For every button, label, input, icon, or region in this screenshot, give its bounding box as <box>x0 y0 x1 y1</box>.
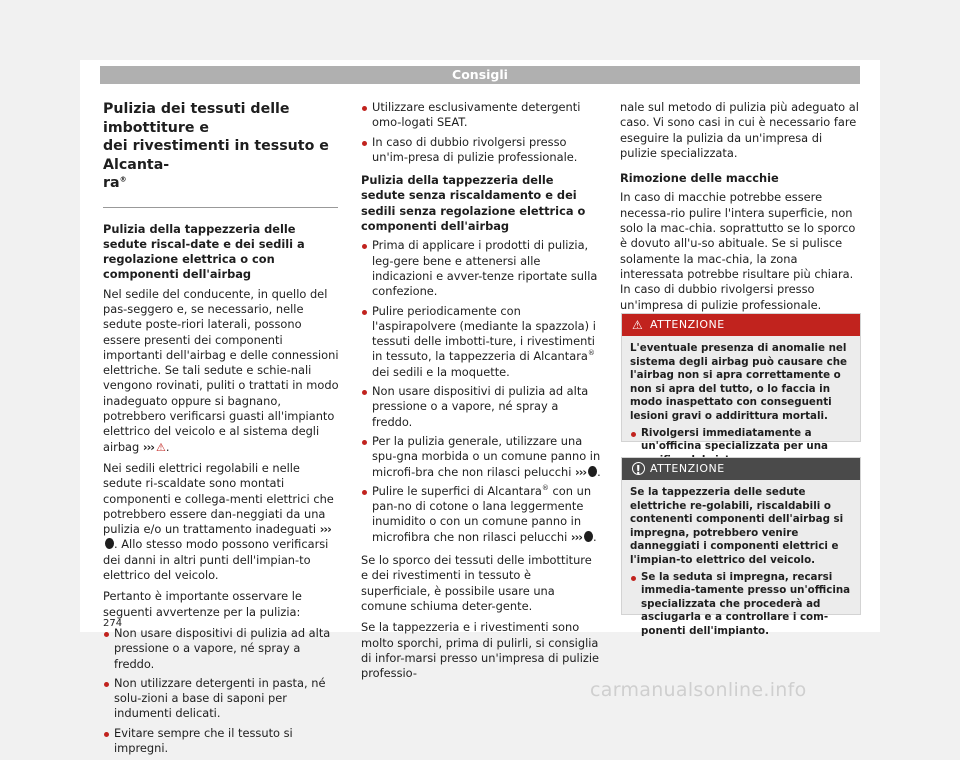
section-title-line: dei rivestimenti in tessuto e Alcanta- <box>103 138 329 173</box>
page-number: 274 <box>103 618 123 629</box>
warning-title: ATTENZIONE <box>650 318 725 331</box>
column-3 <box>620 100 860 319</box>
list-item: Rivolgersi immediatamente a un'officina specializzata per una <box>630 427 852 468</box>
warning-text: L'eventuale presenza di anomalie nel sistema degli airbag può causare che l'airbag non si apra correttamente o non si apra del tutto, o lo faccia in modo inaspettato con conseguenti lesioni gravi o addirittura mortali. <box>630 342 848 422</box>
cross-reference-arrows[interactable]: ››› <box>570 529 582 544</box>
paragraph: Nei sedili elettrici regolabili e nelle sedute ri-scaldate sono montati componenti e collega-menti elettrici che potrebbero essere dan-neggiati da una pulizia e/o un trattamento inadeguati ›››. Allo stesso modo possono verificarsi dei danni in altri punti dell'impian-to elettrico del veicolo. <box>103 460 334 583</box>
registered-mark: ® <box>587 349 595 358</box>
caution-text: Se la tappezzeria delle sedute elettriche re-golabili, riscaldabili o contenenti componenti dell'airbag si impregna, potrebbero venire danneggiati i componenti elettrici e l'impian-to elettrico del veicolo. <box>630 486 844 566</box>
section-title-line: Pulizia dei tessuti delle imbottiture e <box>103 101 290 136</box>
paragraph: nale sul metodo di pulizia più adeguato al caso. Vi sono casi in cui è necessario fare eseguire la pulizia da un'impresa di pulizie specializzata. <box>620 100 859 160</box>
list-item: Utilizzare esclusivamente detergenti omo-logati SEAT. <box>361 100 601 131</box>
paragraph: Se lo sporco dei tessuti delle imbottiture e dei rivestimenti in tessuto è superficiale, è possibile usare una comune schiuma deter-gente. <box>361 553 592 613</box>
paragraph: In caso di macchie potrebbe essere necessa-rio pulire l'intera superficie, non solo la mac-chia. soprattutto se lo sporco è dovuto all'u-so abituale. Se si pulisce solamente la mac-chia, la zona interessata potrebbe risultare più chiara. In caso di dubbio rivolgersi presso un'impresa di pulizie professionale. <box>620 190 856 312</box>
info-dot-icon <box>588 466 597 477</box>
list-item: Per la pulizia generale, utilizzare una spu-gna morbida o un comune panno in microfi-bra che non rilasci pelucchi ››› . <box>361 434 601 480</box>
warning-box-header <box>622 314 860 336</box>
info-circle-icon: ! <box>632 462 645 475</box>
caution-title: ATTENZIONE <box>650 462 725 475</box>
caution-body <box>622 480 860 639</box>
list-item: Non usare dispositivi di pulizia ad alta pressione o a vapore, né spray a freddo. <box>103 626 339 672</box>
paragraph: Pertanto è importante osservare le seguenti avvertenze per la pulizia: <box>103 589 302 619</box>
column-1 <box>103 100 339 760</box>
column-2 <box>361 100 601 687</box>
caution-box-header <box>622 458 860 480</box>
section-divider <box>103 207 338 208</box>
warning-triangle-icon: ⚠ <box>156 440 166 454</box>
warning-box <box>621 313 861 453</box>
warning-body <box>622 336 860 467</box>
list-item: Pulire periodicamente con l'aspirapolvere (mediante la spazzola) i tessuti delle imbotti-ture, i rivestimenti in tessuto, la tappezzeria di Alcantara® dei sedili e la moquette. <box>361 304 601 380</box>
list-item: Se la seduta si impregna, recarsi immedia-tamente presso un'officina specializzata che procederà ad asciugarla e a controllare i com-ponenti dell'impianto. <box>630 571 852 639</box>
paragraph: Nel sedile del conducente, in quello del pas-seggero e, se necessario, nelle sedute poste-riori laterali, possono essere presenti dei componenti importanti dell'airbag e delle connessioni elettriche. Se tali sedute e schie-nali vengono rovinati, puliti o trattati in modo inadeguato oppure si bagnano, potrebbero verificarsi guasti all'impianto elettrico del veicolo e al sistema degli airbag ››› ⚠. <box>103 286 339 454</box>
section-title <box>103 100 339 208</box>
info-dot-icon <box>584 531 593 542</box>
subheading: Pulizia della tappezzeria delle sedute senza riscaldamento e dei sedili senza regolazione elettrica o componenti dell'airbag <box>361 173 586 234</box>
list-item: Pulire le superfici di Alcantara® con un pan-no di cotone o lana leggermente inumidito o con un comune panno in microfibra che non rilasci pelucchi ››› . <box>361 484 601 545</box>
registered-mark: ® <box>119 175 127 184</box>
list-item: Non utilizzare detergenti in pasta, né solu-zioni a base di saponi per indumenti delicati. <box>103 676 339 722</box>
info-dot-icon <box>105 538 114 549</box>
registered-mark: ® <box>541 484 549 493</box>
subheading: Pulizia della tappezzeria delle sedute riscal-date e dei sedili a regolazione elettrica o con componenti dell'airbag <box>103 221 305 282</box>
cross-reference-arrows[interactable]: ››› <box>142 439 154 454</box>
list-item: In caso di dubbio rivolgersi presso un'im-presa di pulizie professionale. <box>361 135 601 166</box>
list-item: Prima di applicare i prodotti di pulizia, leg-gere bene e attenersi alle indicazioni e avver-tenze riportate sulla confezione. <box>361 238 601 299</box>
list-item: Non usare dispositivi di pulizia ad alta pressione o a vapore, né spray a freddo. <box>361 384 601 430</box>
cross-reference-arrows[interactable]: ››› <box>575 464 587 479</box>
list-item: Evitare sempre che il tessuto si impregni. <box>103 726 339 757</box>
paragraph: Se la tappezzeria e i rivestimenti sono molto sporchi, prima di pulirli, si consiglia di infor-marsi presso un'impresa di pulizie professio- <box>361 620 600 681</box>
caution-box <box>621 457 861 637</box>
watermark: carmanualsonline.info <box>590 679 807 701</box>
section-title-line: ra® <box>103 175 127 191</box>
warning-triangle-icon: ⚠ <box>632 318 644 332</box>
chapter-header: Consigli <box>100 66 860 84</box>
cross-reference-arrows[interactable]: ››› <box>319 522 331 537</box>
subheading: Rimozione delle macchie <box>620 171 779 186</box>
